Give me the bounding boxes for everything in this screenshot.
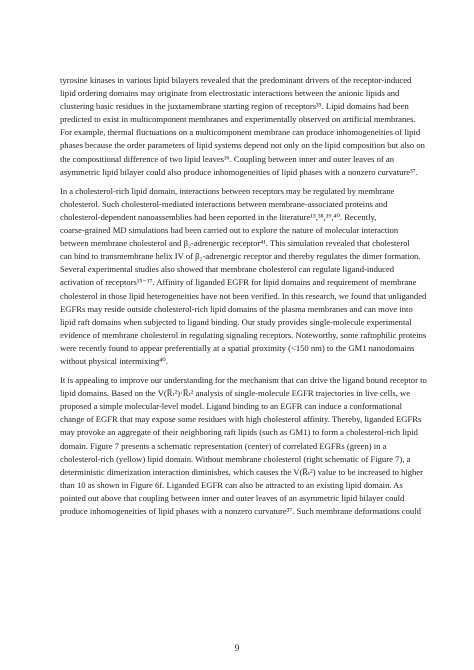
text-line: the compositional difference of two lipid leaves³⁶. Coupling between inner and outer leaves of an <box>60 153 395 164</box>
paragraph-lipid-domains <box>60 74 440 179</box>
body-text <box>60 74 440 524</box>
text-line: than 10 as shown in Figure 6f. Liganded EGFR can also be attracted to an existing lipid domain. As <box>60 479 403 490</box>
text-line: tyrosine kinases in various lipid bilayers revealed that the predominant drivers of the receptor-induced <box>60 75 412 85</box>
text-line: clustering basic residues in the juxtamembrane starting region of receptors³⁵. Lipid domains had been <box>60 101 409 112</box>
text-line: may provoke an aggregate of their neighboring raft lipids (such as GM1) to form a cholesterol-rich lipid <box>60 427 418 438</box>
text-line: cholesterol-rich (yellow) lipid domain. Without membrane cholesterol (right schematic of Figure 7), a <box>60 453 411 464</box>
text-line: lipid raft domains when subjected to ligand binding. Our study provides single-molecule experimental <box>60 316 412 327</box>
page-number: 9 <box>234 643 240 653</box>
text-line: produce inhomogeneities of lipid phases with a nonzero curvature³⁷. Such membrane deformations could <box>60 506 421 516</box>
text-line: coarse-grained MD simulations had been carried out to explore the nature of molecular interaction <box>60 225 399 236</box>
text-line: It is appealing to improve our understanding for the mechanism that can drive the ligand bound receptor to <box>60 375 427 386</box>
text-line: For example, thermal fluctuations on a multicomponent membrane can produce inhomogeneities of lipid <box>60 127 421 138</box>
text-line: proposed a simple molecular-level model. Ligand binding to an EGFR can induce a conformational <box>60 401 403 412</box>
text-line: phases because the order parameters of lipid systems depend not only on the lipid composition but also on <box>60 140 425 151</box>
paragraph-mechanism <box>60 374 440 518</box>
text-line: asymmetric lipid bilayer could also produce inhomogeneities of lipid phases with a nonzero curvature³⁷. <box>60 166 418 177</box>
text-line: evidence of membrane cholesterol in regulating signaling receptors. Noteworthy, some raftophilic proteins <box>60 329 427 340</box>
text-line: were recently found to appear preferentially at a spatial proximity (<150 nm) to the GM1 nanodomains <box>60 342 415 353</box>
text-line: Several experimental studies also showed that membrane cholesterol can regulate ligand-induced <box>60 264 395 275</box>
text-line: without physical intermixing⁴⁰. <box>60 355 168 366</box>
text-line: lipid ordering domains may originate from electrostatic interactions between the anionic lipids and <box>60 88 400 99</box>
text-line: lipid domains. Based on the V(R̅ₜ²)·R̅ₜ² analysis of single-molecule EGFR trajectories in live cells, we <box>60 388 411 399</box>
text-line: In a cholesterol-rich lipid domain, interactions between receptors may be regulated by membrane <box>60 185 395 196</box>
text-line: predicted to exist in multicomponent membranes and experimentally observed on artificial membranes. <box>60 114 416 125</box>
text-line: EGFRs may reside outside cholesterol-rich lipid domains of the plasma membranes and can move into <box>60 303 413 314</box>
text-line: can bind to transmembrane helix IV of β₂-adrenergic receptor and thereby regulates the dimer formation. <box>60 251 421 262</box>
text-line: pointed out above that coupling between inner and outer leaves of an asymmetric lipid bilayer could <box>60 492 405 503</box>
paragraph-cholesterol <box>60 185 440 368</box>
text-line: cholesterol in those lipid heterogeneities have not been verified. In this research, we found that unliganded <box>60 290 427 301</box>
text-line: domain. Figure 7 presents a schematic representation (center) of correlated EGFRs (green) in a <box>60 440 387 451</box>
text-line: change of EGFR that may expose some residues with high cholesterol affinity. Thereby, liganded EGFRs <box>60 414 422 425</box>
text-line: deterministic dimerization interaction diminishes, which causes the V(R̅ₜ²) value to be increased to higher <box>60 466 423 477</box>
text-line: cholesterol-dependent nanoassemblies had been reported in the literature¹⁵,³⁸,³⁹,⁴⁰. Recently, <box>60 211 377 222</box>
text-line: cholesterol. Such cholesterol-mediated interactions between membrane-associated proteins and <box>60 198 388 209</box>
text-line: between membrane cholesterol and β₂-adrenergic receptor⁴¹. This simulation revealed that cholesterol <box>60 238 410 249</box>
text-line: activation of receptors¹⁵⁻¹⁷. Affinity of liganded EGFR for lipid domains and requirement of membrane <box>60 277 417 288</box>
